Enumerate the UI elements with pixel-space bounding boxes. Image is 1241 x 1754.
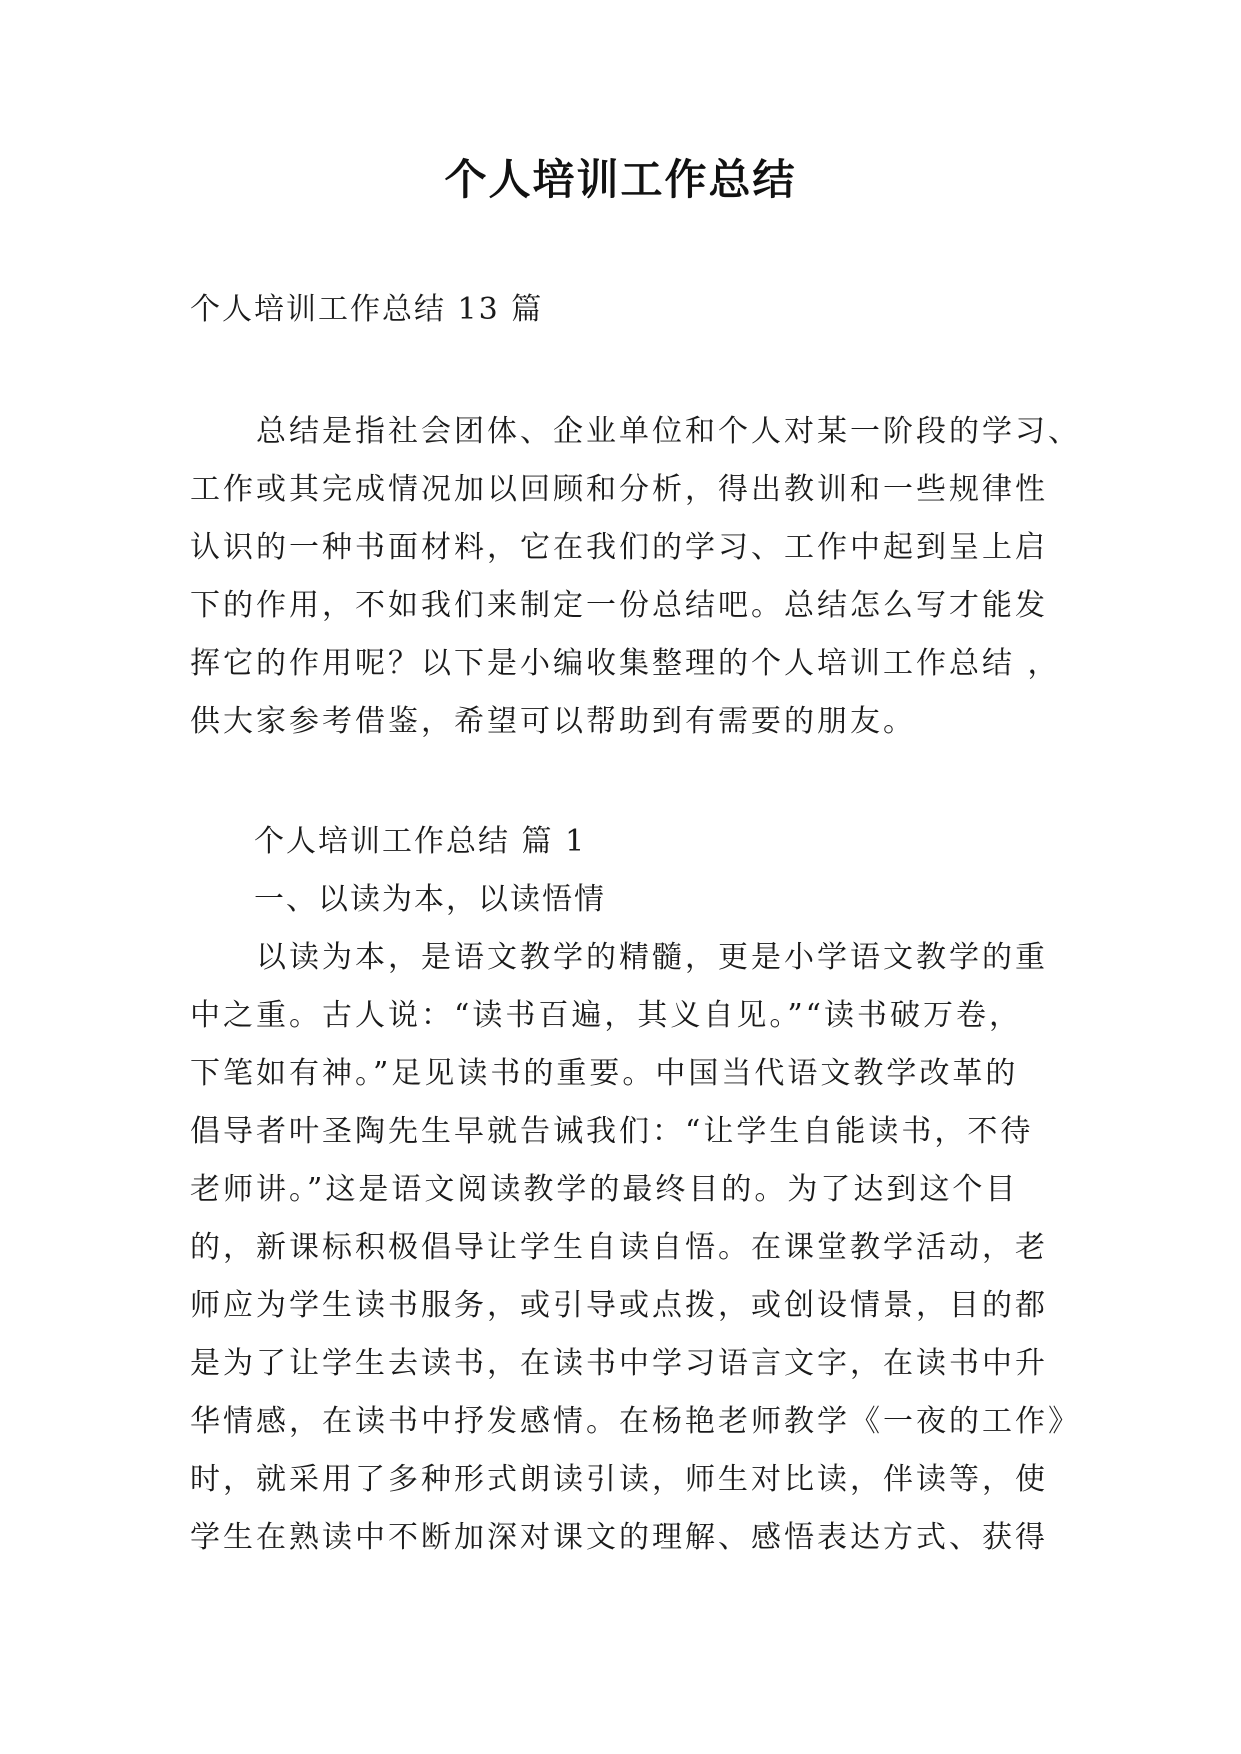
section-title: 个人培训工作总结 篇 1 [254, 824, 587, 859]
body-line: 是为了让学生去读书，在读书中学习语言文字，在读书中升 [190, 1346, 1048, 1381]
body-line: 倡导者叶圣陶先生早就告诫我们：“让学生自能读书，不待 [190, 1114, 1034, 1149]
intro-line: 供大家参考借鉴，希望可以帮助到有需要的朋友。 [190, 704, 916, 739]
section-heading: 一、以读为本，以读悟情 [254, 882, 606, 917]
intro-line: 下的作用，不如我们来制定一份总结吧。总结怎么写才能发 [190, 588, 1048, 623]
body-line: 老师讲。”这是语文阅读教学的最终目的。为了达到这个目 [190, 1172, 1019, 1207]
body-line: 学生在熟读中不断加深对课文的理解、感悟表达方式、获得 [190, 1520, 1048, 1555]
document-title: 个人培训工作总结 [444, 155, 797, 204]
body-line: 中之重。古人说：“读书百遍，其义自见。”“读书破万卷， [190, 998, 1023, 1033]
body-line: 时，就采用了多种形式朗读引读，师生对比读，伴读等，使 [190, 1462, 1048, 1497]
intro-paragraph [190, 403, 1081, 751]
intro-line: 挥它的作用呢？以下是小编收集整理的个人培训工作总结 ， [190, 646, 1061, 681]
body-line: 华情感，在读书中抒发感情。在杨艳老师教学《一夜的工作》 [190, 1404, 1081, 1439]
body-paragraph [190, 929, 1081, 1567]
body-line: 以读为本，是语文教学的精髓，更是小学语文教学的重 [190, 940, 1048, 975]
body-line: 师应为学生读书服务，或引导或点拨，或创设情景，目的都 [190, 1288, 1048, 1323]
document-subtitle: 个人培训工作总结 13 篇 [190, 292, 544, 327]
body-line: 的，新课标积极倡导让学生自读自悟。在课堂教学活动，老 [190, 1230, 1048, 1265]
intro-line: 总结是指社会团体、企业单位和个人对某一阶段的学习、 [190, 414, 1081, 449]
body-line: 下笔如有神。”足见读书的重要。中国当代语文教学改革的 [190, 1056, 1019, 1091]
intro-line: 工作或其完成情况加以回顾和分析，得出教训和一些规律性 [190, 472, 1048, 507]
intro-line: 认识的一种书面材料，它在我们的学习、工作中起到呈上启 [190, 530, 1048, 565]
